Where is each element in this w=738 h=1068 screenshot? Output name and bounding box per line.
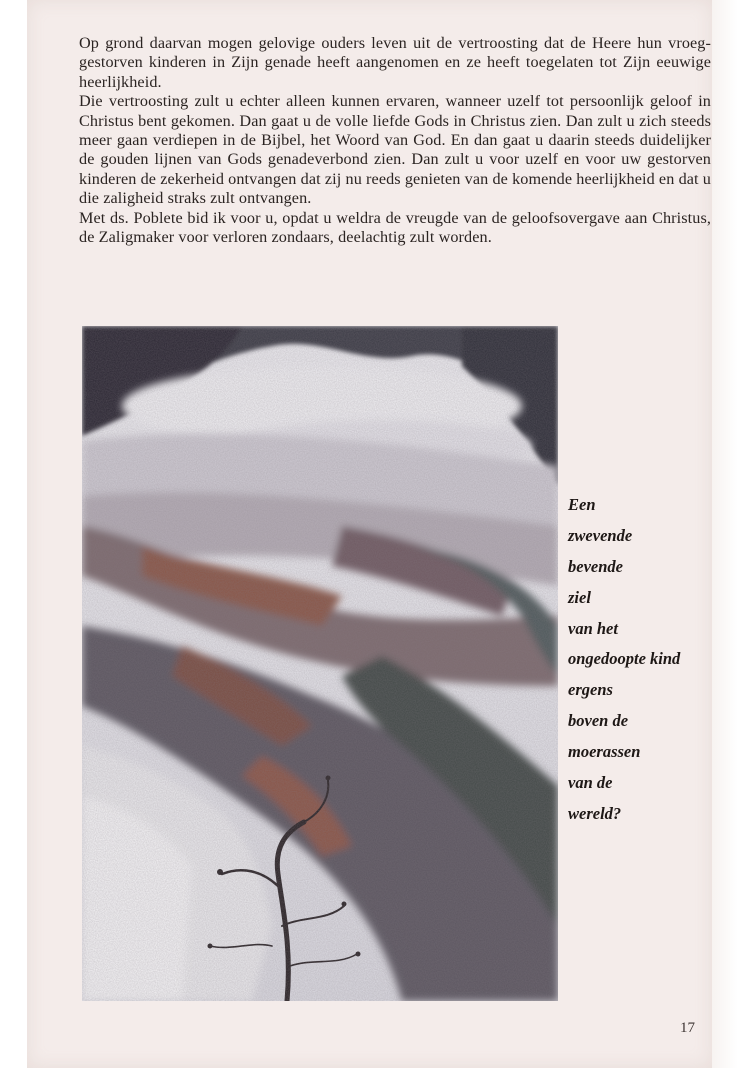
caption-line: bevende bbox=[568, 556, 623, 576]
paragraph-3: Met ds. Poblete bid ik voor u, opdat u weldra de vreugde van de geloofsovergave aan Christus, de Zaligmaker voor verloren zondaars, deelachtig zult worden. bbox=[79, 208, 711, 247]
caption-line: van het bbox=[568, 618, 618, 638]
caption-line: moerassen bbox=[568, 742, 641, 762]
caption-line: van de bbox=[568, 773, 613, 793]
body-text bbox=[79, 34, 711, 247]
caption-line: boven de bbox=[568, 711, 629, 731]
page-number: 17 bbox=[680, 1020, 695, 1036]
caption-line: ongedoopte kind bbox=[568, 649, 681, 669]
caption-line: Een bbox=[568, 495, 596, 514]
photo-caption bbox=[568, 490, 708, 830]
caption-line: ziel bbox=[568, 587, 591, 607]
paragraph-2: Die vertroosting zult u echter alleen kunnen ervaren, wanneer uzelf tot persoonlijk geloof in Christus bent gekomen. Dan gaat u de volle liefde Gods in Christus zien. Dan zult u zich steeds meer gaan verdiepen in de Bijbel, het Woord van God. En dan gaat u daarin steeds duidelijker de gouden lijnen van Gods genadeverbond zien. Dan zult u voor uzelf en voor uw gestorven kinderen de zekerheid ontvangen dat zij nu reeds genieten van de komende heerlijkheid en dat u die zaligheid straks zult ontvangen. bbox=[79, 92, 711, 208]
paragraph-1: Op grond daarvan mogen gelovige ouders leven uit de vertroosting dat de Heere hun vroeg-gestorven kinderen in Zijn genade heeft aangenomen en ze heeft toegelaten tot Zijn eeuwige heerlijkheid. bbox=[79, 34, 711, 91]
lake-reflection-photo bbox=[82, 326, 558, 1001]
page-edge bbox=[712, 0, 738, 1068]
caption-line: wereld? bbox=[568, 803, 622, 823]
caption-line: ergens bbox=[568, 680, 613, 700]
caption-line: zwevende bbox=[568, 525, 633, 545]
